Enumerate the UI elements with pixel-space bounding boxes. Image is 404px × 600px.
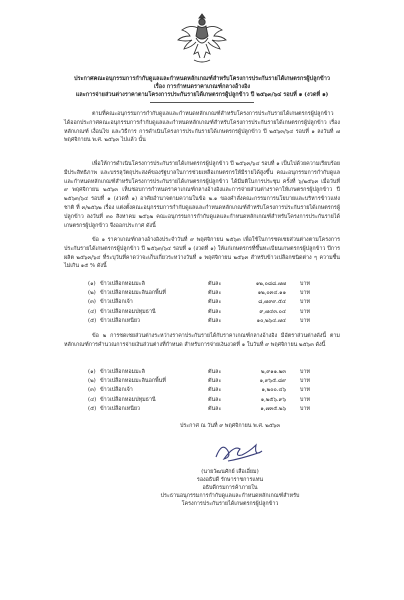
list-item [88, 317, 328, 326]
item-value: ๑๐,๒๖๔.๗๔ [256, 317, 286, 324]
item-currency: บาท [300, 290, 311, 297]
item-number: (๓) [88, 387, 96, 394]
item-number: (๔) [88, 396, 97, 403]
item-name: ข้าวเปลือกหอมมะลินอกพื้นที่ [100, 378, 166, 385]
handwritten-signature [210, 437, 270, 467]
signer-position-1: รองอธิบดี รักษาราชการแทน [196, 477, 264, 483]
item-value: ๑๒,๐๓๔.๑๑ [257, 290, 286, 297]
item-name: ข้าวเปลือกเหนียว [100, 405, 141, 412]
paragraph-4: ข้อ ๒ การชดเชยส่วนต่างระหว่างราคาประกันรายได้กับราคาเกณฑ์กลางอ้างอิง มีอัตราส่วนต่างดังนี้ ตามหลักเกณฑ์การคำนวณการจ่ายเงินส่วนต่างที่กำหนด สำหรับการจ่ายเงินงวดที่ ๑ ในวันที่ ๙ พฤศจิกายน ๒๕๖๓ ดังนี้ [64, 333, 340, 348]
item-currency: บาท [300, 369, 311, 375]
list-item [88, 377, 328, 386]
item-unit: ตันละ [208, 308, 222, 315]
item-value: ๑,๒๐๐.๔๖ [261, 387, 286, 394]
paragraph-2: เพื่อให้การดำเนินโครงการประกันรายได้เกษตรกรผู้ปลูกข้าว ปี ๒๕๖๓/๖๔ รอบที่ ๑ เป็นไปด้วยความเรียบร้อย มีประสิทธิภาพ และบรรลุวัตถุประสงค์ของรัฐบาลในการช่วยเหลือเกษตรกรให้มีรายได้สูงขึ้น คณะอนุกรรมการกำกับดูแลและกำหนดหลักเกณฑ์สำหรับโครงการประกันรายได้เกษตรกรผู้ปลูกข้าว ได้มีมติในการประชุม ครั้งที่ ๖/๒๕๖๓ เมื่อวันที่ ๙ พฤศจิกายน ๒๕๖๓ เห็นชอบการกำหนดราคาเกณฑ์กลางอ้างอิงและการจ่ายส่วนต่างราคาให้เกษตรกรผู้ปลูกข้าว ปี ๒๕๖๓/๖๔ รอบที่ ๑ (งวดที่ ๑) อาศัยอำนาจตามความในข้อ ๒.๑ ของคำสั่งคณะกรรมการนโยบายและบริหารข้าวแห่งชาติ ที่ ๓/๒๕๖๒ เรื่อง แต่งตั้งคณะอนุกรรมการกำกับดูแลและกำหนดหลักเกณฑ์สำหรับโครงการประกันรายได้เกษตรกรผู้ปลูกข้าว ลงวันที่ ๓๐ สิงหาคม ๒๕๖๒ คณะอนุกรรมการกำกับดูแลและกำหนดหลักเกณฑ์สำหรับโครงการประกันรายได้เกษตรกรผู้ปลูกข้าว จึงออกประกาศ ดังนี้ [64, 161, 340, 229]
reference-price-list [88, 280, 328, 326]
item-number: (๑) [88, 369, 96, 375]
signer-position-2: อธิบดีกรมการค้าภายใน [202, 485, 258, 491]
item-number: (๔) [88, 308, 97, 315]
signer-position-3: ประธานอนุกรรมการกำกับดูแลและกำหนดหลักเกณฑ์สำหรับ [160, 493, 300, 499]
signer-name: (นายวัฒนศักย์ เสือเอี่ยม) [201, 469, 259, 475]
header-divider [150, 102, 254, 103]
item-value: ๑,๗๓๕.๒๖ [260, 405, 286, 412]
item-currency: บาท [300, 281, 311, 287]
item-name: ข้าวเปลือกหอมมะลินอกพื้นที่ [100, 290, 166, 297]
item-name: ข้าวเปลือกเหนียว [100, 317, 141, 324]
paragraph-3: ข้อ ๑ ราคาเกณฑ์กลางอ้างอิงประจำวันที่ ๙ พฤศจิกายน ๒๕๖๓ เพื่อใช้ในการชดเชยส่วนต่างตามโครงการประกันรายได้เกษตรกรผู้ปลูกข้าว ปี ๒๕๖๓/๖๔ รอบที่ ๑ (งวดที่ ๑) ให้แก่เกษตรกรที่ขึ้นทะเบียนเกษตรกรผู้ปลูกข้าว ปีการผลิต ๒๕๖๓/๖๔ ที่ระบุวันที่คาดว่าจะเก็บเกี่ยวระหว่างวันที่ ๑ พฤศจิกายน ๒๕๖๓ สำหรับข้าวเปลือกชนิดต่าง ๆ ความชื้นไม่เกิน ๑๕ % ดังนี้ [64, 237, 340, 270]
item-unit: ตันละ [208, 378, 222, 385]
item-currency: บาท [300, 396, 311, 403]
list-item [88, 289, 328, 298]
item-value: ๘,๗๙๙.๕๔ [258, 299, 286, 306]
item-unit: ตันละ [208, 317, 222, 324]
item-name: ข้าวเปลือกเจ้า [100, 299, 133, 306]
item-value: ๒,๙๑๑.๒๓ [260, 369, 286, 375]
item-name: ข้าวเปลือกหอมมะลิ [100, 281, 145, 287]
list-item [88, 396, 328, 405]
item-number: (๕) [88, 317, 97, 324]
item-number: (๒) [88, 378, 96, 385]
item-name: ข้าวเปลือกหอมปทุมธานี [100, 396, 156, 403]
item-currency: บาท [300, 405, 311, 412]
paragraph-1: ตามที่คณะอนุกรรมการกำกับดูแลและกำหนดหลักเกณฑ์สำหรับโครงการประกันรายได้เกษตรกรผู้ปลูกข้าว ได้ออกประกาศคณะอนุกรรมการกำกับดูแลและกำหนดหลักเกณฑ์สำหรับโครงการประกันรายได้เกษตรกรผู้ปลูกข้าว เรื่อง หลักเกณฑ์ เงื่อนไข และวิธีการ การดำเนินโครงการประกันรายได้เกษตรกรผู้ปลูกข้าว ปี ๒๕๖๓/๖๔ รอบที่ ๑ ลงวันที่ ๗ พฤศจิกายน พ.ศ. ๒๕๖๓ ไปแล้ว นั้น [64, 111, 340, 144]
announcement-date: ประกาศ ณ วันที่ ๙ พฤศจิกายน พ.ศ. ๒๕๖๓ [179, 423, 281, 429]
list-item [88, 386, 328, 395]
announcement-subject-cont: และการจ่ายส่วนต่างราคาตามโครงการประกันรายได้เกษตรกรผู้ปลูกข้าว ปี ๒๕๖๓/๖๔ รอบที่ ๑ (งวดที่ ๑) [75, 92, 329, 98]
item-value: ๙,๗๔๓.๐๔ [259, 308, 286, 315]
item-currency: บาท [300, 387, 311, 394]
item-value: ๑,๙๖๕.๘๙ [259, 378, 286, 385]
announcement-subject: เรื่อง การกำหนดราคาเกณฑ์กลางอ้างอิง [153, 84, 251, 90]
item-number: (๓) [88, 299, 96, 306]
item-unit: ตันละ [208, 290, 222, 297]
item-unit: ตันละ [208, 405, 222, 412]
item-unit: ตันละ [208, 387, 222, 394]
list-item [88, 298, 328, 307]
item-unit: ตันละ [208, 299, 222, 306]
item-value: ๑,๒๕๖.๙๖ [260, 396, 286, 403]
item-currency: บาท [300, 299, 311, 306]
item-name: ข้าวเปลือกเจ้า [100, 387, 133, 394]
announcement-title: ประกาศคณะอนุกรรมการกำกับดูแลและกำหนดหลักเกณฑ์สำหรับโครงการประกันรายได้เกษตรกรผู้ปลูกข้าว [73, 76, 331, 82]
item-number: (๑) [88, 281, 96, 287]
signer-position-4: โครงการประกันรายได้เกษตรกรผู้ปลูกข้าว [181, 501, 279, 507]
list-item [88, 405, 328, 414]
item-number: (๕) [88, 405, 97, 412]
item-currency: บาท [300, 308, 311, 315]
compensation-rate-list [88, 368, 328, 414]
item-unit: ตันละ [208, 396, 222, 403]
item-currency: บาท [300, 317, 311, 324]
list-item [88, 308, 328, 317]
garuda-emblem [174, 8, 230, 68]
item-name: ข้าวเปลือกหอมมะลิ [100, 369, 145, 375]
list-item [88, 368, 328, 377]
item-name: ข้าวเปลือกหอมปทุมธานี [100, 308, 156, 315]
item-number: (๒) [88, 290, 96, 297]
item-value: ๑๒,๐๘๘.๗๗ [255, 281, 286, 287]
item-currency: บาท [300, 378, 311, 385]
list-item [88, 280, 328, 289]
item-unit: ตันละ [208, 281, 222, 287]
item-unit: ตันละ [208, 369, 222, 375]
